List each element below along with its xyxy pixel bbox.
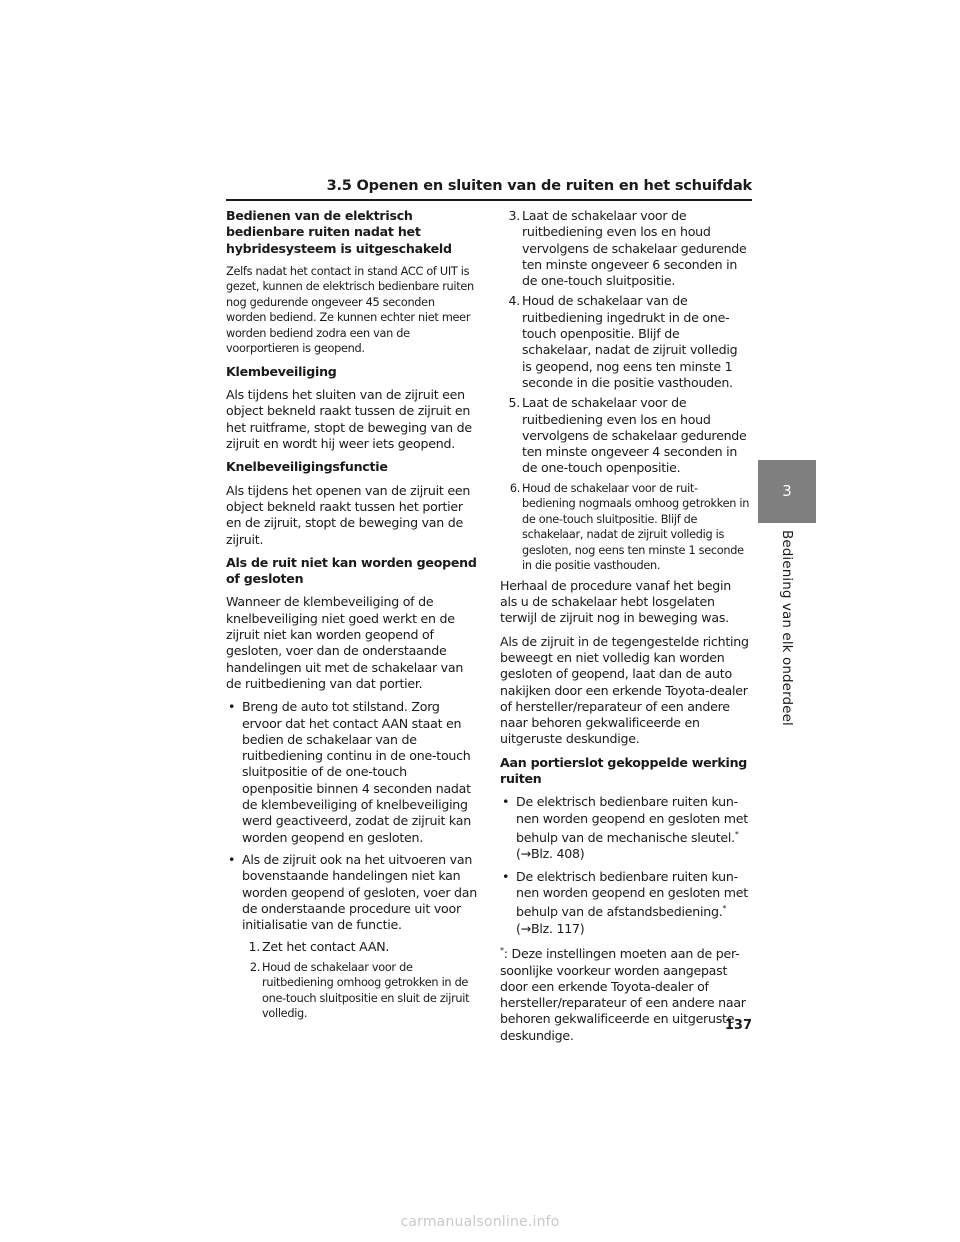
section-header: 3.5 Openen en sluiten van de ruiten en het schuifdak	[326, 178, 752, 194]
page-reference: (→Blz. 117)	[516, 920, 585, 936]
paragraph-window-stuck: Wanneer de klembeveiliging of de knelbeveiliging niet goed werkt en de zijruit niet kan worden geopend of gesloten, voer dan de onderstaande handelingen uit met de schakelaar van de ruitbediening van dat portier.	[226, 594, 464, 691]
step-number: 4.	[508, 293, 520, 309]
bullet-marker: •	[228, 851, 236, 867]
step-item	[226, 960, 478, 1022]
heading-window-stuck: Als de ruit niet kan worden geopend of gesloten	[226, 554, 477, 587]
bullet-marker: •	[502, 794, 510, 810]
step-number: 3.	[508, 208, 520, 223]
step-number: 1.	[248, 939, 260, 955]
step-text: Houd de schakelaar voor de ruit-bediening nogmaals omhoog getrokken in de one-touch sluitpositie. Blijf de schakelaar, nadat de zijruit volledig is gesloten, nog eens ten minste 1 seconde in die positie vasthouden.	[522, 481, 750, 573]
step-number: 6.	[509, 481, 520, 495]
list-item	[226, 852, 478, 933]
chapter-tab-number: 3	[758, 460, 816, 523]
chapter-tab-label-box	[758, 530, 816, 740]
step-number: 2.	[249, 960, 260, 974]
paragraph-dealer: Als de zijruit in de tegengestelde richting beweegt en niet volledig kan worden gesloten of geopend, laat dan de auto nakijken door een erkende Toyota-dealer of hersteller/reparateur of een andere naar behoren gekwalificeerde en uitgeruste deskundige.	[500, 633, 749, 747]
step-item	[500, 208, 750, 289]
heading-klembeveiliging: Klembeveiliging	[226, 363, 337, 379]
heading-after-shutdown: Bedienen van de elektrisch bedienbare ruiten nadat het hybridesysteem is uitgeschakeld	[226, 208, 452, 256]
left-column	[226, 208, 478, 1026]
footnote-star: *	[722, 904, 727, 914]
step-text: Laat de schakelaar voor de ruitbediening even los en houd vervolgens de schakelaar gedurende ten minste ongeveer 6 seconden in de one-touch sluitpositie.	[522, 208, 747, 289]
heading-knelbeveiliging: Knelbeveiligingsfunctie	[226, 459, 388, 475]
list-item	[500, 794, 750, 862]
step-text: Laat de schakelaar voor de ruitbediening even los en houd vervolgens de schakelaar gedurende ten minste ongeveer 4 seconden in de one-touch openpositie.	[522, 395, 747, 476]
paragraph-after-shutdown: Zelfs nadat het contact in stand ACC of UIT is gezet, kunnen de elektrisch bedienbare ruiten nog gedurende ongeveer 45 seconden worden bediend. Ze kunnen echter niet meer worden bediend zodra een van de voorportieren is geopend.	[226, 264, 474, 356]
chapter-tab-label: Bediening van elk onderdeel	[779, 530, 795, 726]
step-number: 5.	[508, 395, 520, 411]
footnote-star: *	[734, 829, 739, 839]
header-divider	[226, 199, 752, 201]
page-number: 137	[724, 1018, 752, 1033]
footnote-star: *	[500, 946, 504, 956]
page-reference: (→Blz. 408)	[516, 846, 585, 862]
bullet-marker: •	[502, 868, 510, 884]
heading-door-lock-linked: Aan portierslot gekoppelde werking ruiten	[500, 754, 748, 787]
step-item	[500, 395, 750, 476]
paragraph-klembeveiliging: Als tijdens het sluiten van de zijruit een object bekneld raakt tussen de zijruit en het ruitframe, stopt de beweging van de zijruit en wordt hij weer iets geopend.	[226, 387, 472, 452]
bullet-text: De elektrisch bedienbare ruiten kun-nen worden geopend en gesloten met behulp van de afstandsbediening.	[516, 868, 748, 920]
list-item	[500, 869, 750, 937]
watermark-footer: carmanualsonline.info	[400, 1214, 560, 1230]
step-item	[500, 481, 750, 574]
bullet-marker: •	[228, 699, 236, 715]
step-text: Houd de schakelaar voor de ruitbediening omhoog getrokken in de one-touch sluitpositie en sluit de zijruit volledig.	[262, 960, 470, 1021]
paragraph-repeat: Herhaal de procedure vanaf het begin als u de schakelaar hebt losgelaten terwijl de zijruit nog in beweging was.	[500, 577, 731, 626]
paragraph-knelbeveiliging: Als tijdens het openen van de zijruit een object bekneld raakt tussen het portier en de zijruit, stopt de beweging van de zijruit.	[226, 482, 471, 547]
footnote-text: : Deze instellingen moeten aan de per-soonlijke voorkeur worden aangepast door een erkende Toyota-dealer of hersteller/reparateur of een andere naar behoren gekwalificeerde en uitgeruste deskundige.	[500, 946, 746, 1043]
bullet-text: Breng de auto tot stilstand. Zorg ervoor dat het contact AAN staat en bedien de schakelaar van de ruitbediening continu in de one-touch sluitpositie of de one-touch openpositie binnen 4 seconden nadat de klembeveiliging of knelbeveiliging werd geactiveerd, zodat de zijruit kan worden geopend en gesloten.	[242, 699, 471, 845]
right-column	[500, 208, 750, 1051]
bullet-text: De elektrisch bedienbare ruiten kun-nen worden geopend en gesloten met behulp van de mechanische sleutel.	[516, 794, 748, 846]
step-text: Houd de schakelaar van de ruitbediening ingedrukt in de one-touch openpositie. Blijf de schakelaar, nadat de zijruit volledig is geopend, nog eens ten minste 1 seconde in die positie vasthouden.	[522, 293, 738, 390]
step-item	[500, 293, 750, 391]
bullet-text: Als de zijruit ook na het uitvoeren van bovenstaande handelingen niet kan worden geopend of gesloten, voer dan de onderstaande procedure uit voor initialisatie van de functie.	[242, 851, 477, 933]
step-text: Zet het contact AAN.	[262, 939, 390, 955]
step-item	[226, 939, 478, 955]
list-item	[226, 699, 478, 846]
